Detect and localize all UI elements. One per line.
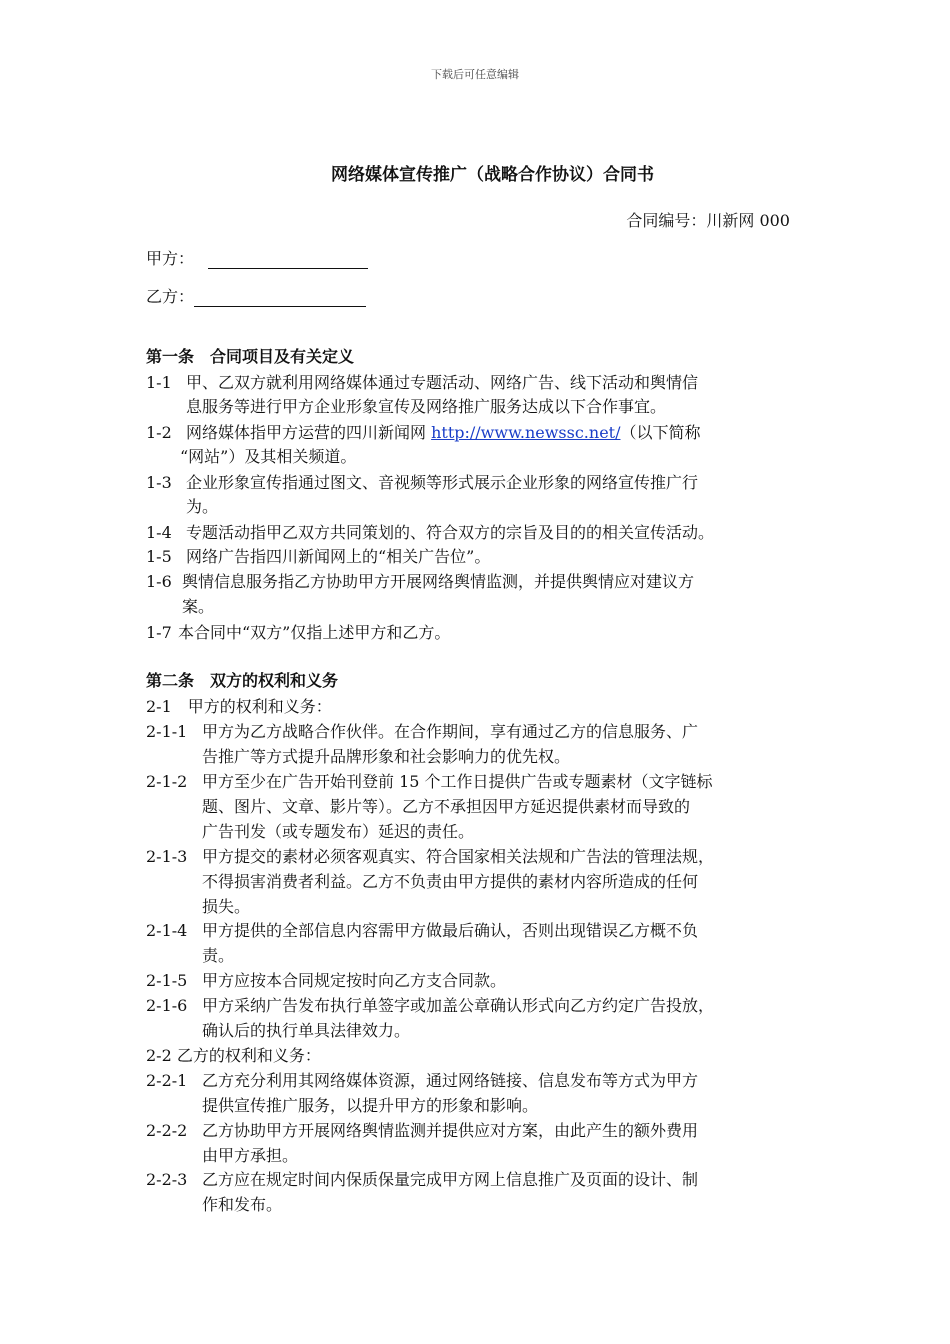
clause-number: 2-1-4 <box>146 921 188 940</box>
website-link[interactable]: http://www.newssc.net/ <box>431 423 621 442</box>
clause-2-1-2 <box>146 769 713 792</box>
clause-text: 企业形象宣传指通过图文、音视频等形式展示企业形象的网络宣传推广行 <box>186 473 699 492</box>
subsection-2-1: 2-1 甲方的权利和义务： <box>146 697 332 716</box>
clause-number: 1-1 <box>146 373 172 392</box>
clause-1-1-cont: 息服务等进行甲方企业形象宣传及网络推广服务达成以下合作事宜。 <box>186 397 667 416</box>
party-a-label: 甲方： <box>146 249 195 268</box>
clause-text-post: （以下简称 <box>620 423 701 442</box>
clause-2-2-2 <box>146 1118 698 1141</box>
clause-number: 2-2-3 <box>146 1170 188 1189</box>
clause-2-2-1 <box>146 1068 698 1091</box>
clause-number: 2-1-6 <box>146 996 188 1015</box>
contract-number: 合同编号：川新网 000 <box>626 211 790 230</box>
clause-1-2-cont: “网站”）及其相关频道。 <box>180 447 357 466</box>
clause-1-1 <box>146 370 698 393</box>
clause-number: 1-3 <box>146 473 172 492</box>
clause-1-7 <box>146 620 450 643</box>
clause-2-1-3 <box>146 844 714 867</box>
subsection-2-2: 2-2 乙方的权利和义务： <box>146 1046 321 1065</box>
clause-1-6 <box>146 569 694 592</box>
clause-2-2-3-cont: 作和发布。 <box>202 1195 283 1214</box>
clause-2-1-1-cont: 告推广等方式提升品牌形象和社会影响力的优先权。 <box>202 747 571 766</box>
clause-1-6-cont: 案。 <box>182 597 215 616</box>
clause-2-1-3-cont: 不得损害消费者利益。乙方不负责由甲方提供的素材内容所造成的任何 <box>202 872 699 891</box>
party-a-blank <box>208 250 368 269</box>
clause-2-1-6-cont: 确认后的执行单具法律效力。 <box>202 1021 411 1040</box>
clause-1-3 <box>146 470 698 493</box>
party-a-line <box>146 246 368 269</box>
clause-text: 专题活动指甲乙双方共同策划的、符合双方的宗旨及目的的相关宣传活动。 <box>186 523 715 542</box>
clause-1-5 <box>146 544 490 567</box>
clause-number: 2-1-2 <box>146 772 188 791</box>
clause-number: 1-7 <box>146 623 172 642</box>
party-b-blank <box>194 288 366 307</box>
clause-text: 甲方应按本合同规定按时向乙方支合同款。 <box>202 971 507 990</box>
clause-2-1-5 <box>146 968 506 991</box>
clause-2-1-4-cont: 责。 <box>202 946 235 965</box>
clause-2-1-1 <box>146 719 698 742</box>
clause-number: 2-1-1 <box>146 722 188 741</box>
clause-number: 1-6 <box>146 572 172 591</box>
clause-text: 舆情信息服务指乙方协助甲方开展网络舆情监测，并提供舆情应对建议方 <box>182 572 695 591</box>
party-b-line <box>146 284 366 307</box>
clause-number: 2-2-1 <box>146 1071 188 1090</box>
clause-text: 网络媒体指甲方运营的四川新闻网 <box>186 423 432 442</box>
clause-text: 甲方提供的全部信息内容需甲方做最后确认，否则出现错误乙方概不负 <box>202 921 699 940</box>
clause-text: 乙方充分利用其网络媒体资源，通过网络链接、信息发布等方式为甲方 <box>202 1071 699 1090</box>
clause-text: 乙方应在规定时间内保质保量完成甲方网上信息推广及页面的设计、制 <box>202 1170 699 1189</box>
clause-2-2-1-cont: 提供宣传推广服务，以提升甲方的形象和影响。 <box>202 1096 539 1115</box>
clause-number: 1-2 <box>146 423 172 442</box>
clause-number: 1-4 <box>146 523 172 542</box>
clause-number: 1-5 <box>146 547 172 566</box>
clause-text: 甲方为乙方战略合作伙伴。在合作期间，享有通过乙方的信息服务、广 <box>202 722 699 741</box>
clause-text: 甲方采纳广告发布执行单签字或加盖公章确认形式向乙方约定广告投放， <box>202 996 715 1015</box>
clause-number: 2-1-5 <box>146 971 188 990</box>
clause-2-1-2-cont: 题、图片、文章、影片等）。乙方不承担因甲方延迟提供素材而导致的 <box>202 797 691 816</box>
clause-text: 甲方至少在广告开始刊登前 15 个工作日提供广告或专题素材（文字链标 <box>202 772 713 791</box>
clause-1-3-cont: 为。 <box>186 497 219 516</box>
clause-text: 网络广告指四川新闻网上的“相关广告位”。 <box>186 547 491 566</box>
clause-text: 甲方提交的素材必须客观真实、符合国家相关法规和广告法的管理法规， <box>202 847 715 866</box>
header-note: 下载后可任意编辑 <box>431 68 519 81</box>
clause-text: 乙方协助甲方开展网络舆情监测并提供应对方案，由此产生的额外费用 <box>202 1121 699 1140</box>
clause-text: 本合同中“双方”仅指上述甲方和乙方。 <box>178 623 451 642</box>
clause-2-2-3 <box>146 1167 698 1190</box>
clause-2-1-2-cont2: 广告刊发（或专题发布）延迟的责任。 <box>202 822 475 841</box>
clause-2-2-2-cont: 由甲方承担。 <box>202 1146 299 1165</box>
clause-1-2 <box>146 420 701 443</box>
section1-heading: 第一条 合同项目及有关定义 <box>146 347 355 366</box>
clause-2-1-6 <box>146 993 714 1016</box>
section2-heading: 第二条 双方的权利和义务 <box>146 671 339 690</box>
clause-1-4 <box>146 520 714 543</box>
clause-number: 2-1-3 <box>146 847 188 866</box>
document-title: 网络媒体宣传推广（战略合作协议）合同书 <box>331 165 654 185</box>
clause-text: 甲、乙双方就利用网络媒体通过专题活动、网络广告、线下活动和舆情信 <box>186 373 699 392</box>
clause-number: 2-2-2 <box>146 1121 188 1140</box>
clause-2-1-3-cont2: 损失。 <box>202 897 251 916</box>
party-b-label: 乙方： <box>146 287 195 306</box>
clause-2-1-4 <box>146 918 698 941</box>
